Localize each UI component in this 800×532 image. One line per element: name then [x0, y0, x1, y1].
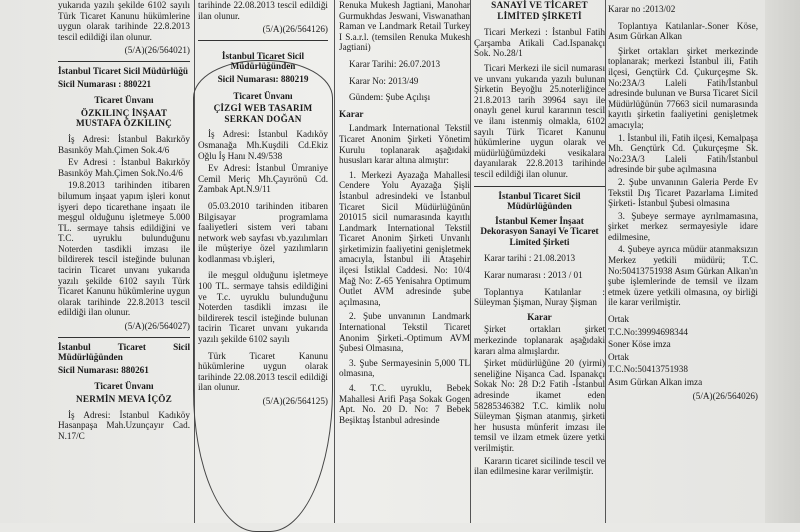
- decision-item: 1. İstanbul ili, Fatih ilçesi, Kemalpaşa Mh. Gençtürk Cd. Çukurçeşme Sk. No:23A/3 Laleli Fatih/İstanbul adresinde bir şube açılmasına: [608, 132, 758, 175]
- sicil-number: Sicil Numarası: 880219: [217, 73, 309, 84]
- home-address: Ev Adresi : İstanbul Bakırköy Basınköy Mah.Çimen Sok.No.4/6: [58, 157, 190, 178]
- page-edge-shadow: [765, 0, 800, 523]
- company-name: NERMİN MEVA İÇÖZ: [76, 394, 172, 404]
- decision-item: 1. Merkezi Ayazağa Mahallesi Cendere Yolu Ayazağa Şişli İstanbul adresindeki ve İstanbul Ticaret Sicil Müdürlüğünün 201015 sicil numarasında kayıtlı Landmark International Tekstil Ticaret Anonim Şirketi Unvanlı şirketimizin faaliyetini genişletmek amacıyla, İstanbul ili Ataşehir ilçesi İstiklal Caddesi. No: 10/4 Mağ No: Z-65 Yenisahra Optimum Outlet AVM adresinde şube açılmasına,: [339, 169, 470, 307]
- column-rule: [334, 0, 335, 523]
- sicil-number: Sicil Numarası : 880221: [58, 78, 152, 89]
- decision-text: Kararın ticaret sicilinde tescil ve ilan edilmesine karar verilmiştir.: [474, 455, 605, 477]
- registry-heading: İstanbul Ticaret Sicil Müdürlüğünden: [58, 341, 190, 363]
- company-name: ÇİZGİ WEB TASARIM SERKAN DOĞAN: [213, 103, 313, 124]
- unvan-label: Ticaret Ünvanı: [233, 90, 293, 101]
- reference-number: (5/A)(26/564126): [262, 24, 328, 35]
- company-name: SANAYİ VE TİCARET LİMİTED ŞİRKETİ: [491, 0, 588, 21]
- company-name: ÖZKILINÇ İNŞAAT MUSTAFA ÖZKILINÇ: [75, 107, 173, 129]
- decision-text: Şirket ortakları şirket merkezinde toplanarak aşağıdaki kararı alma almışlardır.: [474, 324, 605, 356]
- decision-item: 4. Şubeye ayrıca müdür atanmaksızın Merkez yetkili müdürü; T.C. No:50413751938 Asım Gürkan Alkan'ın şube işlemlerinde de temsil ve ilzam etmek üzere yetkili olmasına, oy birliği ile karar verilmiştir.: [608, 244, 758, 308]
- decision-intro: Landmark International Tekstil Ticaret Anonim Şirketi Yönetim Kurulu toplanarak aşağıdaki hususları karar altına almıştır:: [339, 123, 470, 166]
- text: yukarıda yazılı şekilde 6102 sayılı Türk Ticaret Kanunu hükümlerine uygun olarak tarihinde 22.8.2013 tescil edildiği ilan olunur.: [58, 0, 190, 42]
- column-1: [58, 0, 190, 523]
- decision-label: Karar: [339, 108, 364, 119]
- decision-label: Karar: [527, 311, 552, 322]
- business-address: İş Adresi: İstanbul Kadıköy Hasanpaşa Mah.Uzunçayır Cad. N.17/C: [58, 409, 190, 441]
- head-office: Ticari Merkezi : İstanbul Fatih Çarşamba Atikali Cad.Ispanakçı Sok. No.28/1: [474, 27, 605, 59]
- partner-id: T.C.No:50413751938: [608, 364, 688, 375]
- partner-label: Ortak: [608, 314, 629, 325]
- business-address: İş Adresi: İstanbul Kadıköy Osmanağa Mh.Kuşdili Cd.Ekiz Oğlu İş Hanı N.49/538: [198, 129, 328, 161]
- decision-item: 2. Şube unvanının Galeria Perde Ev Tekstil Dış Ticaret Pazarlama Limited Şirketi- İstanbul Şubesi olmasına: [608, 176, 758, 209]
- reference-number: (5/A)(26/564125): [262, 396, 328, 406]
- decision-number: Karar No: 2013/49: [349, 75, 419, 86]
- reference-number: (5/A)(26/564021): [124, 45, 190, 56]
- decision-date: Karar Tarihi: 26.07.2013: [349, 58, 441, 69]
- divider: [58, 337, 190, 338]
- unvan-label: Ticaret Ünvanı: [94, 381, 154, 392]
- participants: Renuka Mukesh Jagtiani, Manohar Gurmukhdas Jeswani, Viswanathan Raman ve Landmark Retail Turkey I S.a.r.l. (temsilen Renuka Mukesh Jagtiani): [339, 0, 470, 53]
- registry-heading: İstanbul Ticaret Sicil Müdürlüğünden: [498, 190, 581, 212]
- divider: [198, 40, 328, 41]
- partner-name: Soner Köse imza: [608, 339, 671, 350]
- company-name: İstanbul Kemer İnşaat Dekorasyon Sanayi Ve Ticaret Limited Şirketi: [480, 215, 599, 247]
- announcement-body: ile meşgul olduğunu işletmeye 100 TL. sermaye tahsis edildiğini ve T.c. uyruklu bulunduğunu Noterden tasdikli imzası ile bildirerek tescil isteğinde bulunan tacirin Ticaret unvanı yukarıda yazılı şekilde 6102 sayılı: [198, 270, 328, 345]
- announcement-body: 05.03.2010 tarihinden itibaren Bilgisayar programlama faaliyetleri sistem veri tabanı network web sayfası vb.yazılımları ile müşteriye özel yazılımların kodlanması vb.işleri,: [198, 200, 328, 264]
- partner-label: Ortak: [608, 351, 629, 362]
- participants: Toplantıya Katılanlar : Süleyman Şişman, Nuray Şişman: [474, 286, 605, 308]
- announcement-body: 19.8.2013 tarihinden itibaren bilumum inşaat yapım işleri konut işyeri depo ticarethane inşaatı ile meşgul olduğunu işletmeye 5.000 TL. sermaye tahsis edildiğini ve T.C. uyruklu bulunduğunu Noterden tasdikli imzası ile bildirerek tescil isteğinde bulunan tacirin Ticaret unvanı yukarıda yazılı şekilde 6102 sayılı Türk Ticaret Kanunu hükümlerine uygun olarak tarihinde 22.8.2013 tescil edildiği ilan olunur.: [58, 180, 190, 318]
- decision-item: 3. Şubeye sermaye ayrılmamasına, şirket merkez sermayesiyle idare edilmesine,: [608, 210, 758, 242]
- home-address: Ev Adresi: İstanbul Ümraniye Cemil Meriç Mh.Çayırönü Cd. Zambak Apt.N.9/11: [198, 163, 328, 195]
- announcement-body: Ticari Merkezi ile sicil numarası ve unvanı yukarıda yazılı bulunan Şirketin Beyoğlu 25.noterliğince 21.8.2013 tarih 39964 sayı ile onaylı genel kurul kararının tescil ve ilanı istenmiş olmakla, 6102 sayılı Türk Ticaret Kanunu hükümlerine uygun olarak ve müdürlüğümüzdeki vesikalara dayanılarak 22.8.2013 tarihinde tescil edildiği ilan olunur.: [474, 62, 605, 179]
- agenda: Gündem: Şube Açılışı: [349, 92, 431, 103]
- unvan-label: Ticaret Ünvanı: [94, 95, 154, 106]
- divider: [474, 186, 605, 187]
- decision-number: Karar no :2013/02: [608, 4, 676, 14]
- decision-item: 2. Şube unvanının Landmark International Tekstil Ticaret Anonim Şirketi.-Optimum AVM Şubesi Olmasına,: [339, 311, 470, 354]
- registry-heading: İstanbul Ticaret Sicil Müdürlüğünden: [221, 50, 305, 72]
- column-2: [198, 0, 328, 523]
- column-5: [608, 0, 758, 523]
- decision-item: 3. Şube Sermayesinin 5,000 TL olmasına,: [339, 357, 470, 379]
- reference-number: (5/A)(26/564027): [124, 321, 190, 332]
- participants: Toplantıya Katılanlar-.Soner Köse, Asım Gürkan Alkan: [608, 20, 758, 42]
- column-3: [339, 0, 470, 523]
- decision-date: Karar tarihi : 21.08.2013: [484, 253, 576, 264]
- text: tarihinde 22.08.2013 tescil edildiği ilan olunur.: [198, 0, 328, 21]
- divider: [58, 61, 190, 62]
- registry-heading: İstanbul Ticaret Sicil Müdürlüğü: [58, 65, 188, 76]
- decision-item: 4. T.C. uyruklu, Bebek Mahallesi Arifi Paşa Sokak Gogen Apt. No. 20 D. No: 7 Bebek Beşiktaş İstanbul adresinde: [339, 383, 470, 425]
- announcement-body: Türk Ticaret Kanunu hükümlerine uygun olarak tarihinde 22.08.2013 tescil edildiği ilan olunur.: [198, 350, 328, 393]
- partner-name: Asım Gürkan Alkan imza: [608, 377, 703, 387]
- column-rule: [470, 0, 471, 523]
- column-rule: [605, 0, 606, 523]
- decision-text: Şirket ortakları şirket merkezinde toplanarak; merkezi İstanbul ili, Fatih ilçesi, Gençtürk Cd. Çukurçeşme Sk. No:23A/3 Laleli Fatih/İstanbul adresinde bulunan ve Bursa Ticaret Sicil Müdürlüğünün 77663 sicil numarasında kayıtlı şirketin faaliyetini genişletmek amacıyla;: [608, 45, 758, 130]
- column-4: [474, 0, 605, 523]
- decision-number: Karar numarası : 2013 / 01: [484, 270, 583, 281]
- sicil-number: Sicil Numarası: 880261: [58, 364, 149, 375]
- partner-id: T.C.No:39994698344: [608, 326, 688, 337]
- reference-number: (5/A)(26/564026): [692, 390, 758, 401]
- business-address: İş Adresi: İstanbul Bakırköy Basınköy Mah.Çimen Sok.4/6: [58, 133, 190, 155]
- decision-text: Şirket müdürlüğüne 20 (yirmi) seneliğine Nişanca Cad. Ispanakçı Sokak No: 28 D:2 Fatih -İstanbul adresinde ikamet eden 58285346382 T.C. kimlik nolu Süleyman Şişman atanmış, şirketi her hususta münferit imzası ile temsil ve ilzam etmek üzere yetki verilmiştir.: [474, 358, 605, 453]
